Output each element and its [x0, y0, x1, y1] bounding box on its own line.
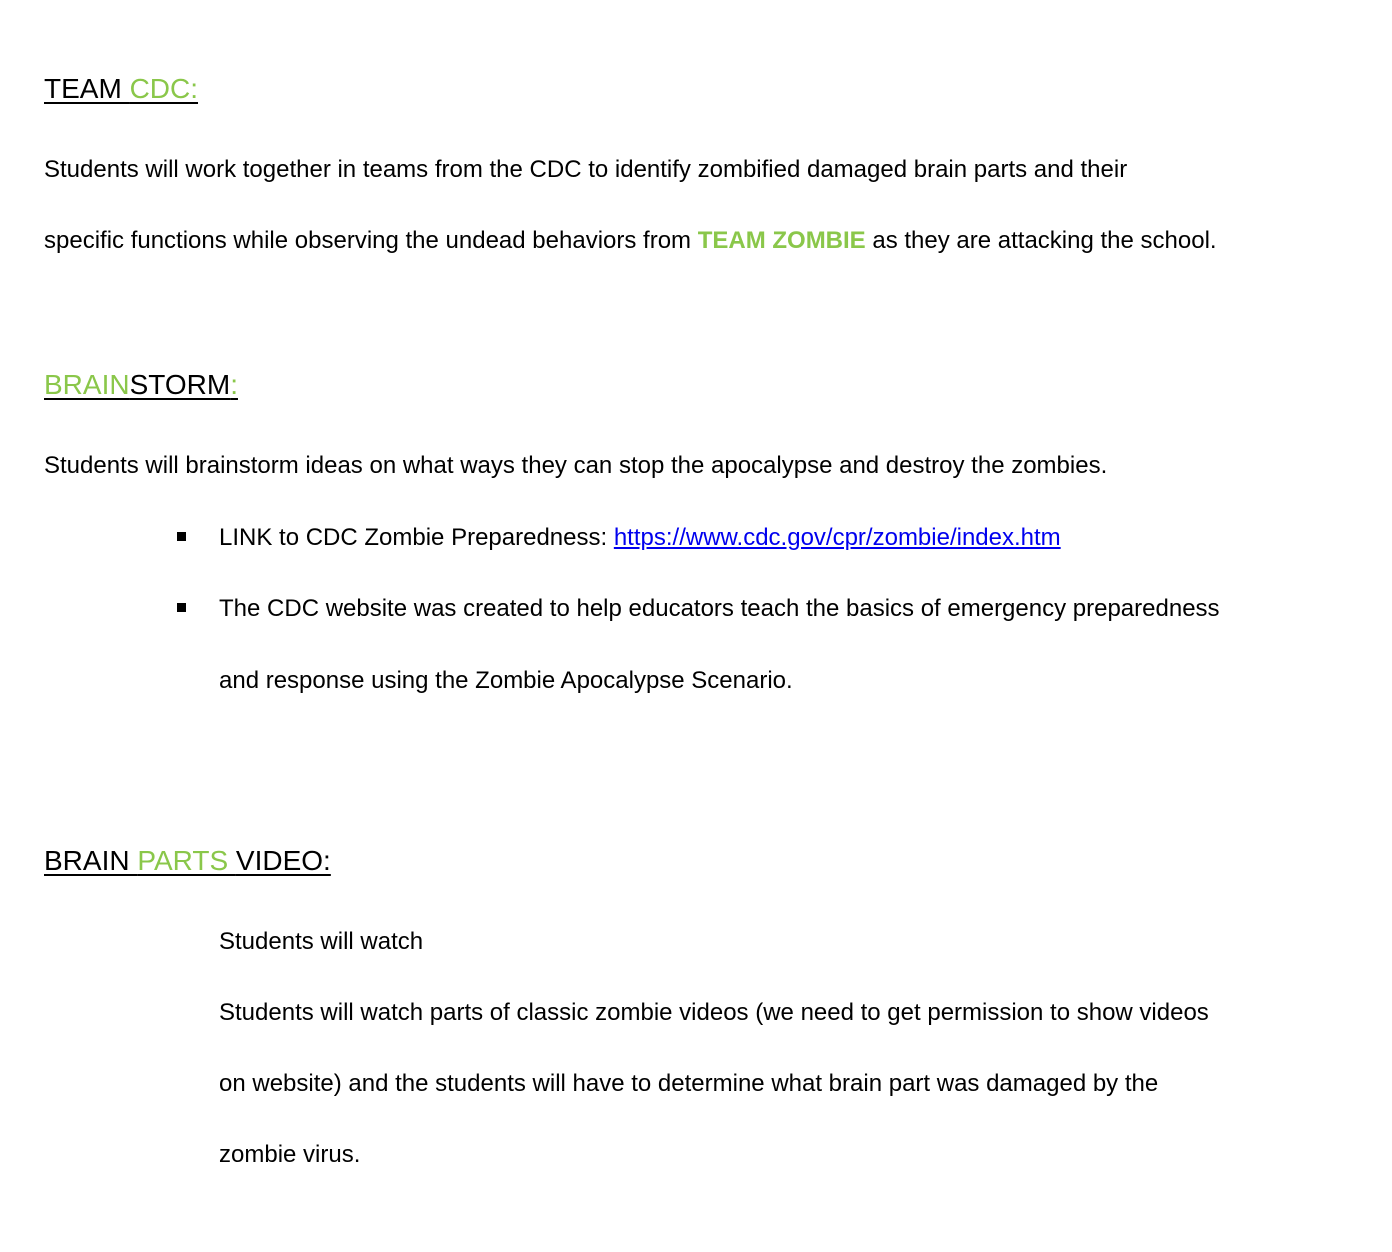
heading-video-part1: BRAIN [44, 845, 138, 876]
heading-brainstorm-part1: BRAIN [44, 369, 130, 400]
heading-team-cdc-part1: TEAM [44, 73, 130, 104]
team-zombie-highlight: TEAM ZOMBIE [697, 227, 866, 254]
bullet-item-cdc-link [219, 523, 1061, 553]
heading-brain-parts-video [44, 844, 331, 878]
bullet-item-cdc-website-line1: The CDC website was created to help educators teach the basics of emergency preparedness [219, 595, 1220, 622]
video-line4: zombie virus. [219, 1141, 361, 1168]
video-line3: on website) and the students will have to determine what brain part was damaged by the [219, 1070, 1159, 1097]
bullet-item-cdc-website-line2: and response using the Zombie Apocalypse Scenario. [219, 667, 793, 694]
bullet-square-icon [177, 603, 186, 612]
heading-brainstorm [44, 368, 238, 402]
heading-video-part3: VIDEO: [235, 845, 331, 876]
bullet-link-label: LINK to CDC Zombie Preparedness: [219, 524, 614, 551]
video-line2: Students will watch parts of classic zombie videos (we need to get permission to show videos [219, 999, 1209, 1026]
brainstorm-intro: Students will brainstorm ideas on what ways they can stop the apocalypse and destroy the zombies. [44, 452, 1108, 479]
team-cdc-line1: Students will work together in teams from the CDC to identify zombified damaged brain parts and their [44, 156, 1128, 183]
team-cdc-line2 [44, 226, 1217, 256]
team-cdc-line2-after: as they are attacking the school. [865, 227, 1217, 254]
heading-brainstorm-part2: STORM [129, 369, 231, 400]
team-cdc-line2-before: specific functions while observing the undead behaviors from [44, 227, 698, 254]
heading-team-cdc [44, 72, 198, 106]
bullet-square-icon [177, 532, 186, 541]
heading-team-cdc-part2: CDC: [129, 73, 199, 104]
video-line1: Students will watch [219, 928, 424, 955]
heading-video-part2: PARTS [137, 845, 236, 876]
cdc-zombie-link[interactable]: https://www.cdc.gov/cpr/zombie/index.htm [613, 524, 1061, 551]
heading-brainstorm-part3: : [230, 369, 238, 400]
